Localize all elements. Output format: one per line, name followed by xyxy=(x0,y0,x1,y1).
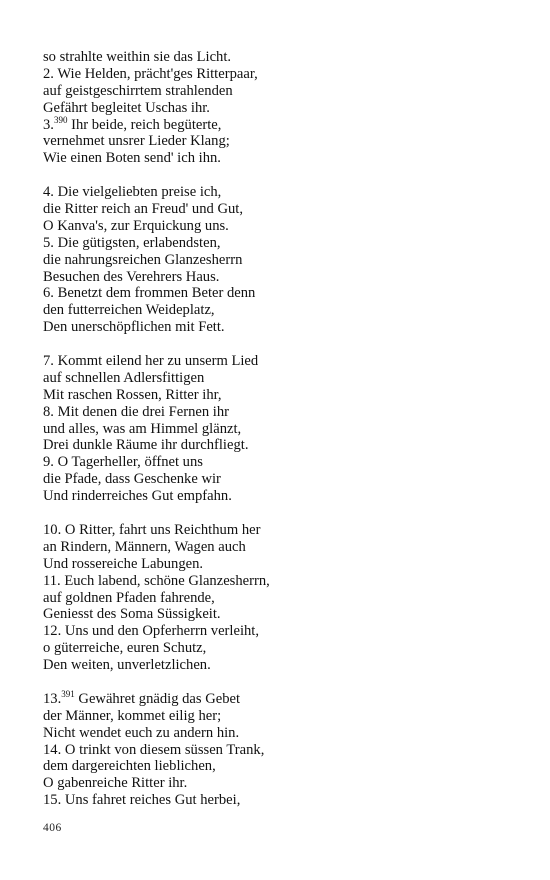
verse-line xyxy=(43,100,523,117)
verse-text: O Kanva's, zur Erquickung uns. xyxy=(43,217,229,234)
verse-line xyxy=(43,657,523,674)
verse-text: 2. Wie Helden, prächt'ges Ritterpaar, xyxy=(43,65,258,82)
verse-number: 3. xyxy=(43,116,54,133)
verse-text: Besuchen des Verehrers Haus. xyxy=(43,268,220,285)
stanza-gap xyxy=(43,336,523,353)
verse-line xyxy=(43,83,523,100)
verse-line xyxy=(43,387,523,404)
stanza-gap xyxy=(43,167,523,184)
verse-line xyxy=(43,353,523,370)
verse-text: 11. Euch labend, schöne Glanzesherrn, xyxy=(43,572,270,589)
verse-text: auf schnellen Adlersfittigen xyxy=(43,369,205,386)
verse-text: O gabenreiche Ritter ihr. xyxy=(43,775,188,792)
verse-line xyxy=(43,235,523,252)
verse-line xyxy=(43,269,523,286)
verse-text: 5. Die gütigsten, erlabendsten, xyxy=(43,234,221,251)
verse-line xyxy=(43,725,523,742)
verse-text: Gewähret gnädig das Gebet xyxy=(74,690,241,707)
verse-text: 4. Die vielgeliebten preise ich, xyxy=(43,184,222,201)
verse-line xyxy=(43,606,523,623)
verse-text: Den weiten, unverletzlichen. xyxy=(43,657,211,674)
verse-line xyxy=(43,708,523,725)
verse-line xyxy=(43,252,523,269)
footnote-marker: 390 xyxy=(53,114,68,125)
verse-text: Drei dunkle Räume ihr durchfliegt. xyxy=(43,437,249,454)
verse-line xyxy=(43,201,523,218)
verse-line xyxy=(43,114,523,134)
verse-text: auf geistgeschirrtem strahlenden xyxy=(43,82,233,99)
verse-line xyxy=(43,437,523,454)
verse-line xyxy=(43,573,523,590)
verse-line xyxy=(43,640,523,657)
verse-text: 10. O Ritter, fahrt uns Reichthum her xyxy=(43,521,261,538)
verse-line xyxy=(43,742,523,759)
poem-text xyxy=(43,49,523,809)
page-number: 406 xyxy=(43,822,62,834)
verse-text: Und rossereiche Labungen. xyxy=(43,555,204,572)
verse-line xyxy=(43,556,523,573)
verse-line xyxy=(43,792,523,809)
footnote-marker: 391 xyxy=(61,688,75,699)
verse-text: die Pfade, dass Geschenke wir xyxy=(43,471,221,488)
verse-line xyxy=(43,539,523,556)
verse-text: Und rinderreiches Gut empfahn. xyxy=(43,488,232,505)
verse-text: Nicht wendet euch zu andern hin. xyxy=(43,724,240,741)
verse-text: Gefährt begleitet Uschas ihr. xyxy=(43,99,210,116)
verse-text: der Männer, kommet eilig her; xyxy=(43,707,222,724)
verse-text: 6. Benetzt dem frommen Beter denn xyxy=(43,285,256,302)
verse-line xyxy=(43,133,523,150)
verse-line xyxy=(43,590,523,607)
verse-line xyxy=(43,218,523,235)
verse-text: Den unerschöpflichen mit Fett. xyxy=(43,319,225,336)
verse-text: 8. Mit denen die drei Fernen ihr xyxy=(43,403,230,420)
verse-line xyxy=(43,522,523,539)
verse-line xyxy=(43,150,523,167)
stanza-gap xyxy=(43,674,523,691)
verse-text: Mit raschen Rossen, Ritter ihr, xyxy=(43,386,222,403)
verse-line xyxy=(43,49,523,66)
verse-text: den futterreichen Weideplatz, xyxy=(43,302,215,319)
verse-line xyxy=(43,688,523,708)
verse-text: Wie einen Boten send' ich ihn. xyxy=(43,150,221,167)
verse-text: vernehmet unsrer Lieder Klang; xyxy=(43,133,230,150)
verse-text: die nahrungsreichen Glanzesherrn xyxy=(43,251,243,268)
verse-number: 13. xyxy=(43,690,62,707)
verse-line xyxy=(43,758,523,775)
verse-line xyxy=(43,184,523,201)
verse-line xyxy=(43,370,523,387)
verse-line xyxy=(43,471,523,488)
verse-text: o güterreiche, euren Schutz, xyxy=(43,640,207,657)
verse-text: 14. O trinkt von diesem süssen Trank, xyxy=(43,741,265,758)
verse-text: 12. Uns und den Opferherrn verleiht, xyxy=(43,623,260,640)
verse-text: so strahlte weithin sie das Licht. xyxy=(43,49,232,65)
verse-line xyxy=(43,775,523,792)
verse-line xyxy=(43,66,523,83)
verse-text: die Ritter reich an Freud' und Gut, xyxy=(43,201,244,218)
stanza-gap xyxy=(43,505,523,522)
verse-text: Ihr beide, reich begüterte, xyxy=(67,116,222,133)
verse-text: 7. Kommt eilend her zu unserm Lied xyxy=(43,353,259,370)
verse-line xyxy=(43,454,523,471)
verse-line xyxy=(43,421,523,438)
verse-text: auf goldnen Pfaden fahrende, xyxy=(43,589,215,606)
verse-text: und alles, was am Himmel glänzt, xyxy=(43,420,242,437)
verse-text: an Rindern, Männern, Wagen auch xyxy=(43,538,246,555)
verse-line xyxy=(43,302,523,319)
verse-text: Geniesst des Soma Süssigkeit. xyxy=(43,606,221,623)
verse-line xyxy=(43,488,523,505)
verse-line xyxy=(43,285,523,302)
verse-line xyxy=(43,319,523,336)
verse-line xyxy=(43,623,523,640)
verse-text: dem dargereichten lieblichen, xyxy=(43,758,216,775)
verse-text: 15. Uns fahret reiches Gut herbei, xyxy=(43,792,241,809)
verse-text: 9. O Tagerheller, öffnet uns xyxy=(43,454,203,471)
verse-line xyxy=(43,404,523,421)
